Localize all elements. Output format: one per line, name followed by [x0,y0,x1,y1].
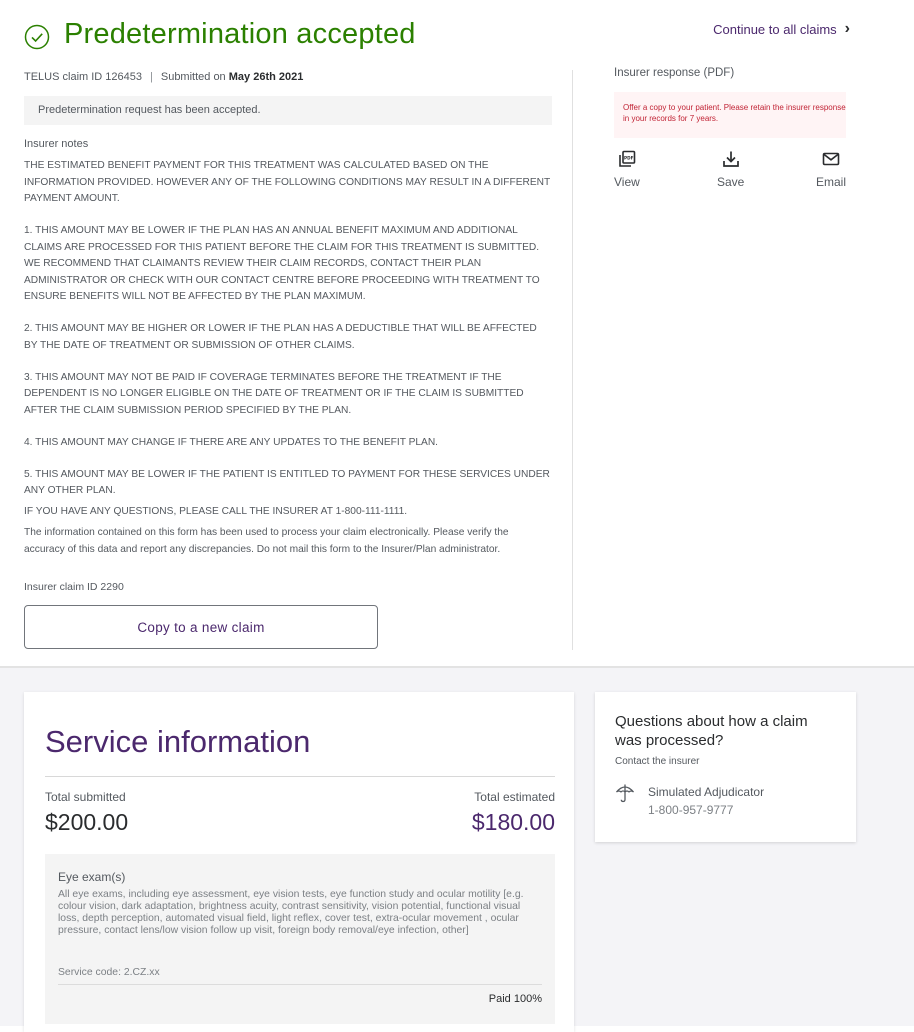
submitted-date: May 26th 2021 [228,71,304,83]
column-divider [572,70,573,650]
service-name: Eye exam(s) [58,870,126,884]
paid-percentage: Paid 100% [488,993,542,1005]
service-code: Service code: 2.CZ.xx [58,967,160,978]
view-pdf-button[interactable] [614,150,640,189]
submitted-prefix: Submitted on [160,71,226,83]
continue-link-label: Continue to all claims [713,21,837,37]
adjudicator-name: Simulated Adjudicator [648,785,765,799]
check-circle-icon [24,24,50,50]
save-label: Save [717,175,745,189]
service-line-item [45,854,555,1024]
copy-to-new-claim-button[interactable]: Copy to a new claim [24,605,378,649]
note-paragraph: 1. THIS AMOUNT MAY BE LOWER IF THE PLAN HAS AN ANNUAL BENEFIT MAXIMUM AND ADDITIONAL CLAIMS ARE PROCESSED FOR THIS PATIENT BEFORE THE CLAIM FOR THIS TREATMENT IS SUBMITTED. WE RECOMMEND THAT CLAIMANTS REVIEW THEIR CLAIM RECORDS, CONTACT THEIR PLAN ADMINISTRATOR OR CHECK WITH OUR CONTACT CENTRE BEFORE PROCEEDING WITH TREATMENT TO ENSURE BENEFITS WILL NOT BE AFFECTED BY THE PLAN MAXIMUM. [24,225,540,302]
service-description: All eye exams, including eye assessment, eye vision tests, eye function study and ocular motility [e.g. colour vision, dark adaptation, brightness acuity, contrast sensitivity, vision potential, functional visual loss, depth perception, automated visual field, light reflex, cover test, extra-ocular movement , ocular pressure, contact lens/low vision follow up visit, foreign body removal/eye infection, other] [58,889,524,936]
status-banner: Predetermination request has been accepted. [24,96,552,125]
note-paragraph: The information contained on this form has been used to process your claim electronically. Please verify the accuracy of this data and report any discrepancies. Do not mail this form to the Insurer/Plan administrator. [24,527,509,555]
envelope-icon [822,150,840,168]
service-information-card [24,692,574,1032]
adjudicator-phone[interactable]: 1-800-957-9777 [648,803,734,817]
save-pdf-button[interactable] [717,150,744,189]
total-submitted-value: $200.00 [45,809,129,835]
note-paragraph: THE ESTIMATED BENEFIT PAYMENT FOR THIS TREATMENT WAS CALCULATED BASED ON THE INFORMATION PROVIDED. HOWEVER ANY OF THE FOLLOWING CONDITIONS MAY RESULT IN A DIFFERENT PAYMENT AMOUNT. [24,160,551,204]
chevron-right-icon: › [844,20,850,37]
pdf-icon [618,150,636,168]
divider [45,776,555,777]
service-section [0,666,914,1026]
meta-separator: | [150,71,153,83]
note-paragraph: 5. THIS AMOUNT MAY BE LOWER IF THE PATIENT IS ENTITLED TO PAYMENT FOR THESE SERVICES UNDER ANY OTHER PLAN. [24,468,550,496]
note-paragraph: IF YOU HAVE ANY QUESTIONS, PLEASE CALL THE INSURER AT 1-800-111-1111. [24,505,408,517]
telus-claim-id: TELUS claim ID 126453 [24,71,142,83]
svg-text:PDF: PDF [623,155,634,161]
view-label: View [614,175,640,189]
insurer-notes [24,158,552,562]
insurer-response-label: Insurer response (PDF) [614,67,735,79]
page-title: Predetermination accepted [64,18,416,50]
total-estimated-label: Total estimated [474,790,555,804]
contact-insurer-label: Contact the insurer [615,756,700,767]
questions-card [595,692,856,842]
note-paragraph: 4. THIS AMOUNT MAY CHANGE IF THERE ARE ANY UPDATES TO THE BENEFIT PLAN. [24,436,439,448]
note-paragraph: 3. THIS AMOUNT MAY NOT BE PAID IF COVERAGE TERMINATES BEFORE THE TREATMENT IF THE DEPENDENT IS NO LONGER ELIGIBLE ON THE DATE OF TREATMENT OR IF THE CLAIM IS SUBMITTED AFTER THE CLAIM SUBMISSION PERIOD SPECIFIED BY THE PLAN. [24,371,524,416]
service-title: Service information [45,724,311,759]
claim-meta [24,71,303,83]
email-pdf-button[interactable] [816,150,846,189]
note-paragraph: 2. THIS AMOUNT MAY BE HIGHER OR LOWER IF THE PLAN HAS A DEDUCTIBLE THAT WILL BE AFFECTED BY THE DATE OF TREATMENT OR SUBMISSION OF OTHER CLAIMS. [24,323,537,351]
total-submitted-label: Total submitted [45,790,126,804]
email-label: Email [816,175,847,189]
continue-to-claims-link[interactable] [713,20,850,38]
insurer-notes-label: Insurer notes [24,138,89,150]
umbrella-icon [615,783,635,803]
insurer-claim-id: Insurer claim ID 2290 [24,581,124,593]
total-estimated-value: $180.00 [471,809,555,835]
questions-title: Questions about how a claim was processed? [615,713,808,749]
download-icon [722,150,740,168]
divider [58,984,542,985]
retention-notice: Offer a copy to your patient. Please retain the insurer response in your records for 7 years. [614,92,846,138]
